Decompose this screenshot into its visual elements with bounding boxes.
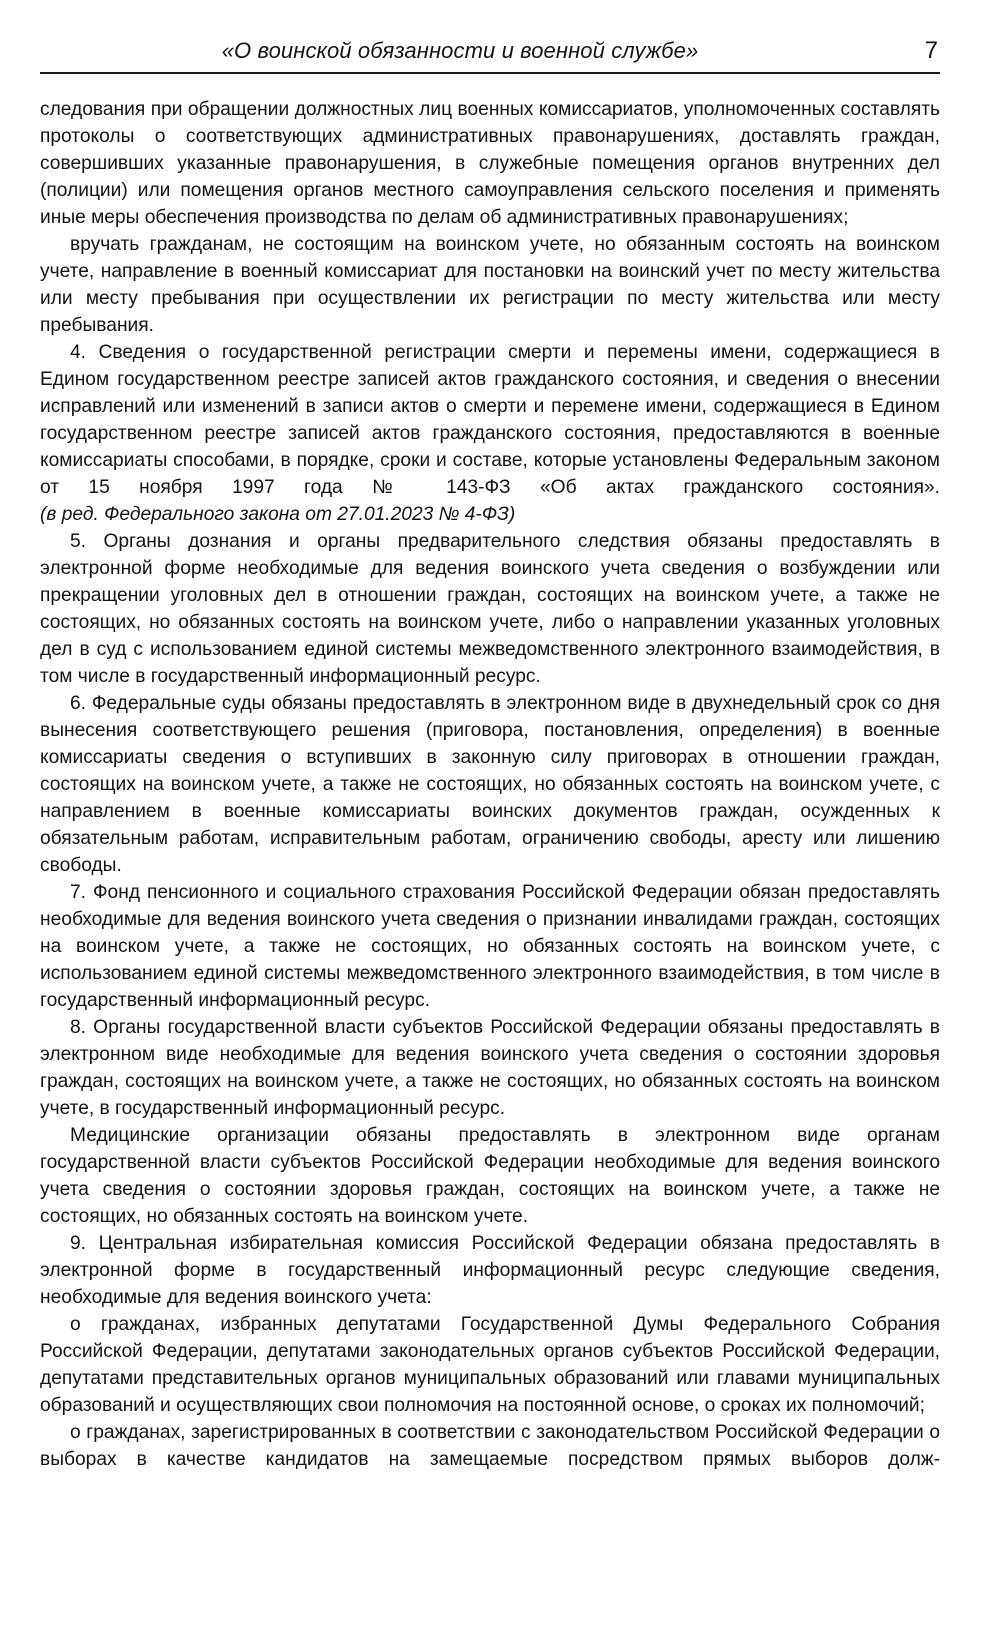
page-number: 7 xyxy=(924,37,938,64)
paragraph: Медицинские организации обязаны предоставлять в электронном виде органам государственной власти субъектов Российской Федерации необходимые для ведения воинского учета сведения о состоянии здоровья граждан, состоящих на воинском учете, а также не состоящих, но обязанных состоять на воинском учете. xyxy=(40,1125,940,1227)
paragraph-item-6: 6. Федеральные суды обязаны предоставлять в электронном виде в двухнедельный срок со дня вынесения соответствующего решения (приговора, постановления, определения) в военные комиссариаты сведения о вступивших в законную силу приговорах в отношении граждан, состоящих на воинском учете, а также не состоящих, но обязанных состоять на воинском учете, с направлением в военные комиссариаты воинских документов граждан, осужденных к обязательным работам, исправительным работам, ограничению свободы, аресту или лишению свободы. xyxy=(40,693,940,876)
paragraph-item-8: 8. Органы государственной власти субъектов Российской Федерации обязаны предоставлять в электронном виде необходимые для ведения воинского учета сведения о состоянии здоровья граждан, состоящих на воинском учете, а также не состоящих, но обязанных состоять на воинском учете, в государственный информационный ресурс. xyxy=(40,1017,940,1119)
paragraph-item-7: 7. Фонд пенсионного и социального страхования Российской Федерации обязан предоставлять необходимые для ведения воинского учета сведения о признании инвалидами граждан, состоящих на воинском учете, а также не состоящих, но обязанных состоять на воинском учете, с использованием единой системы межведомственного электронного взаимодействия, в том числе в государственный информационный ресурс. xyxy=(40,882,940,1011)
paragraph-item-5: 5. Органы дознания и органы предварительного следствия обязаны предоставлять в электронной форме необходимые для ведения воинского учета сведения о возбуждении или прекращении уголовных дел в отношении граждан, состоящих на воинском учете, а также не состоящих, но обязанных состоять на воинском учете, либо о направлении указанных уголовных дел в суд с использованием единой системы межведомственного электронного взаимодействия, в том числе в государственный информационный ресурс. xyxy=(40,531,940,687)
list-item: о гражданах, зарегистрированных в соответствии с законодательством Российской Федерации о выборах в качестве кандидатов на замещаемые посредством прямых выборов долж- xyxy=(40,1422,940,1470)
amendment-note: (в ред. Федерального закона от 27.01.2023 № 4-ФЗ) xyxy=(40,504,516,525)
paragraph-item-4: 4. Сведения о государственной регистрации смерти и перемены имени, содержащиеся в Едином государственном реестре записей актов гражданского состояния, и сведения о внесении исправлений или изменений в записи актов о смерти и перемене имени, содержащиеся в Едином государственном реестре записей актов гражданского состояния, предоставляются в военные комиссариаты способами, в порядке, сроки и составе, которые установлены Федеральным законом от 15 ноября 1997 года № 143-ФЗ «Об актах гражданского состояния». xyxy=(40,342,940,498)
paragraph: вручать гражданам, не состоящим на воинском учете, но обязанным состоять на воинском учете, направление в военный комиссариат для постановки на воинский учет по месту жительства или месту пребывания при осуществлении их регистрации по месту жительства или месту пребывания. xyxy=(40,234,940,336)
list-item: о гражданах, избранных депутатами Государственной Думы Федерального Собрания Российской Федерации, депутатами законодательных органов субъектов Российской Федерации, депутатами представительных органов муниципальных образований или главами муниципальных образований и осуществляющих свои полномочия на постоянной основе, о сроках их полномочий; xyxy=(40,1314,940,1416)
running-title: «О воинской обязанности и военной службе» xyxy=(221,38,699,63)
body-text xyxy=(40,96,940,1473)
paragraph-item-9: 9. Центральная избирательная комиссия Российской Федерации обязана предоставлять в электронной форме в государственный информационный ресурс следующие сведения, необходимые для ведения воинского учета: xyxy=(40,1233,940,1308)
running-header xyxy=(40,34,940,74)
paragraph-continued: следования при обращении должностных лиц военных комиссариатов, уполномоченных составлять протоколы о соответствующих административных правонарушениях, доставлять граждан, совершивших указанные правонарушения, в служебные помещения органов внутренних дел (полиции) или помещения органов местного самоуправления сельского поселения и применять иные меры обеспечения производства по делам об административных правонарушениях; xyxy=(40,99,940,228)
